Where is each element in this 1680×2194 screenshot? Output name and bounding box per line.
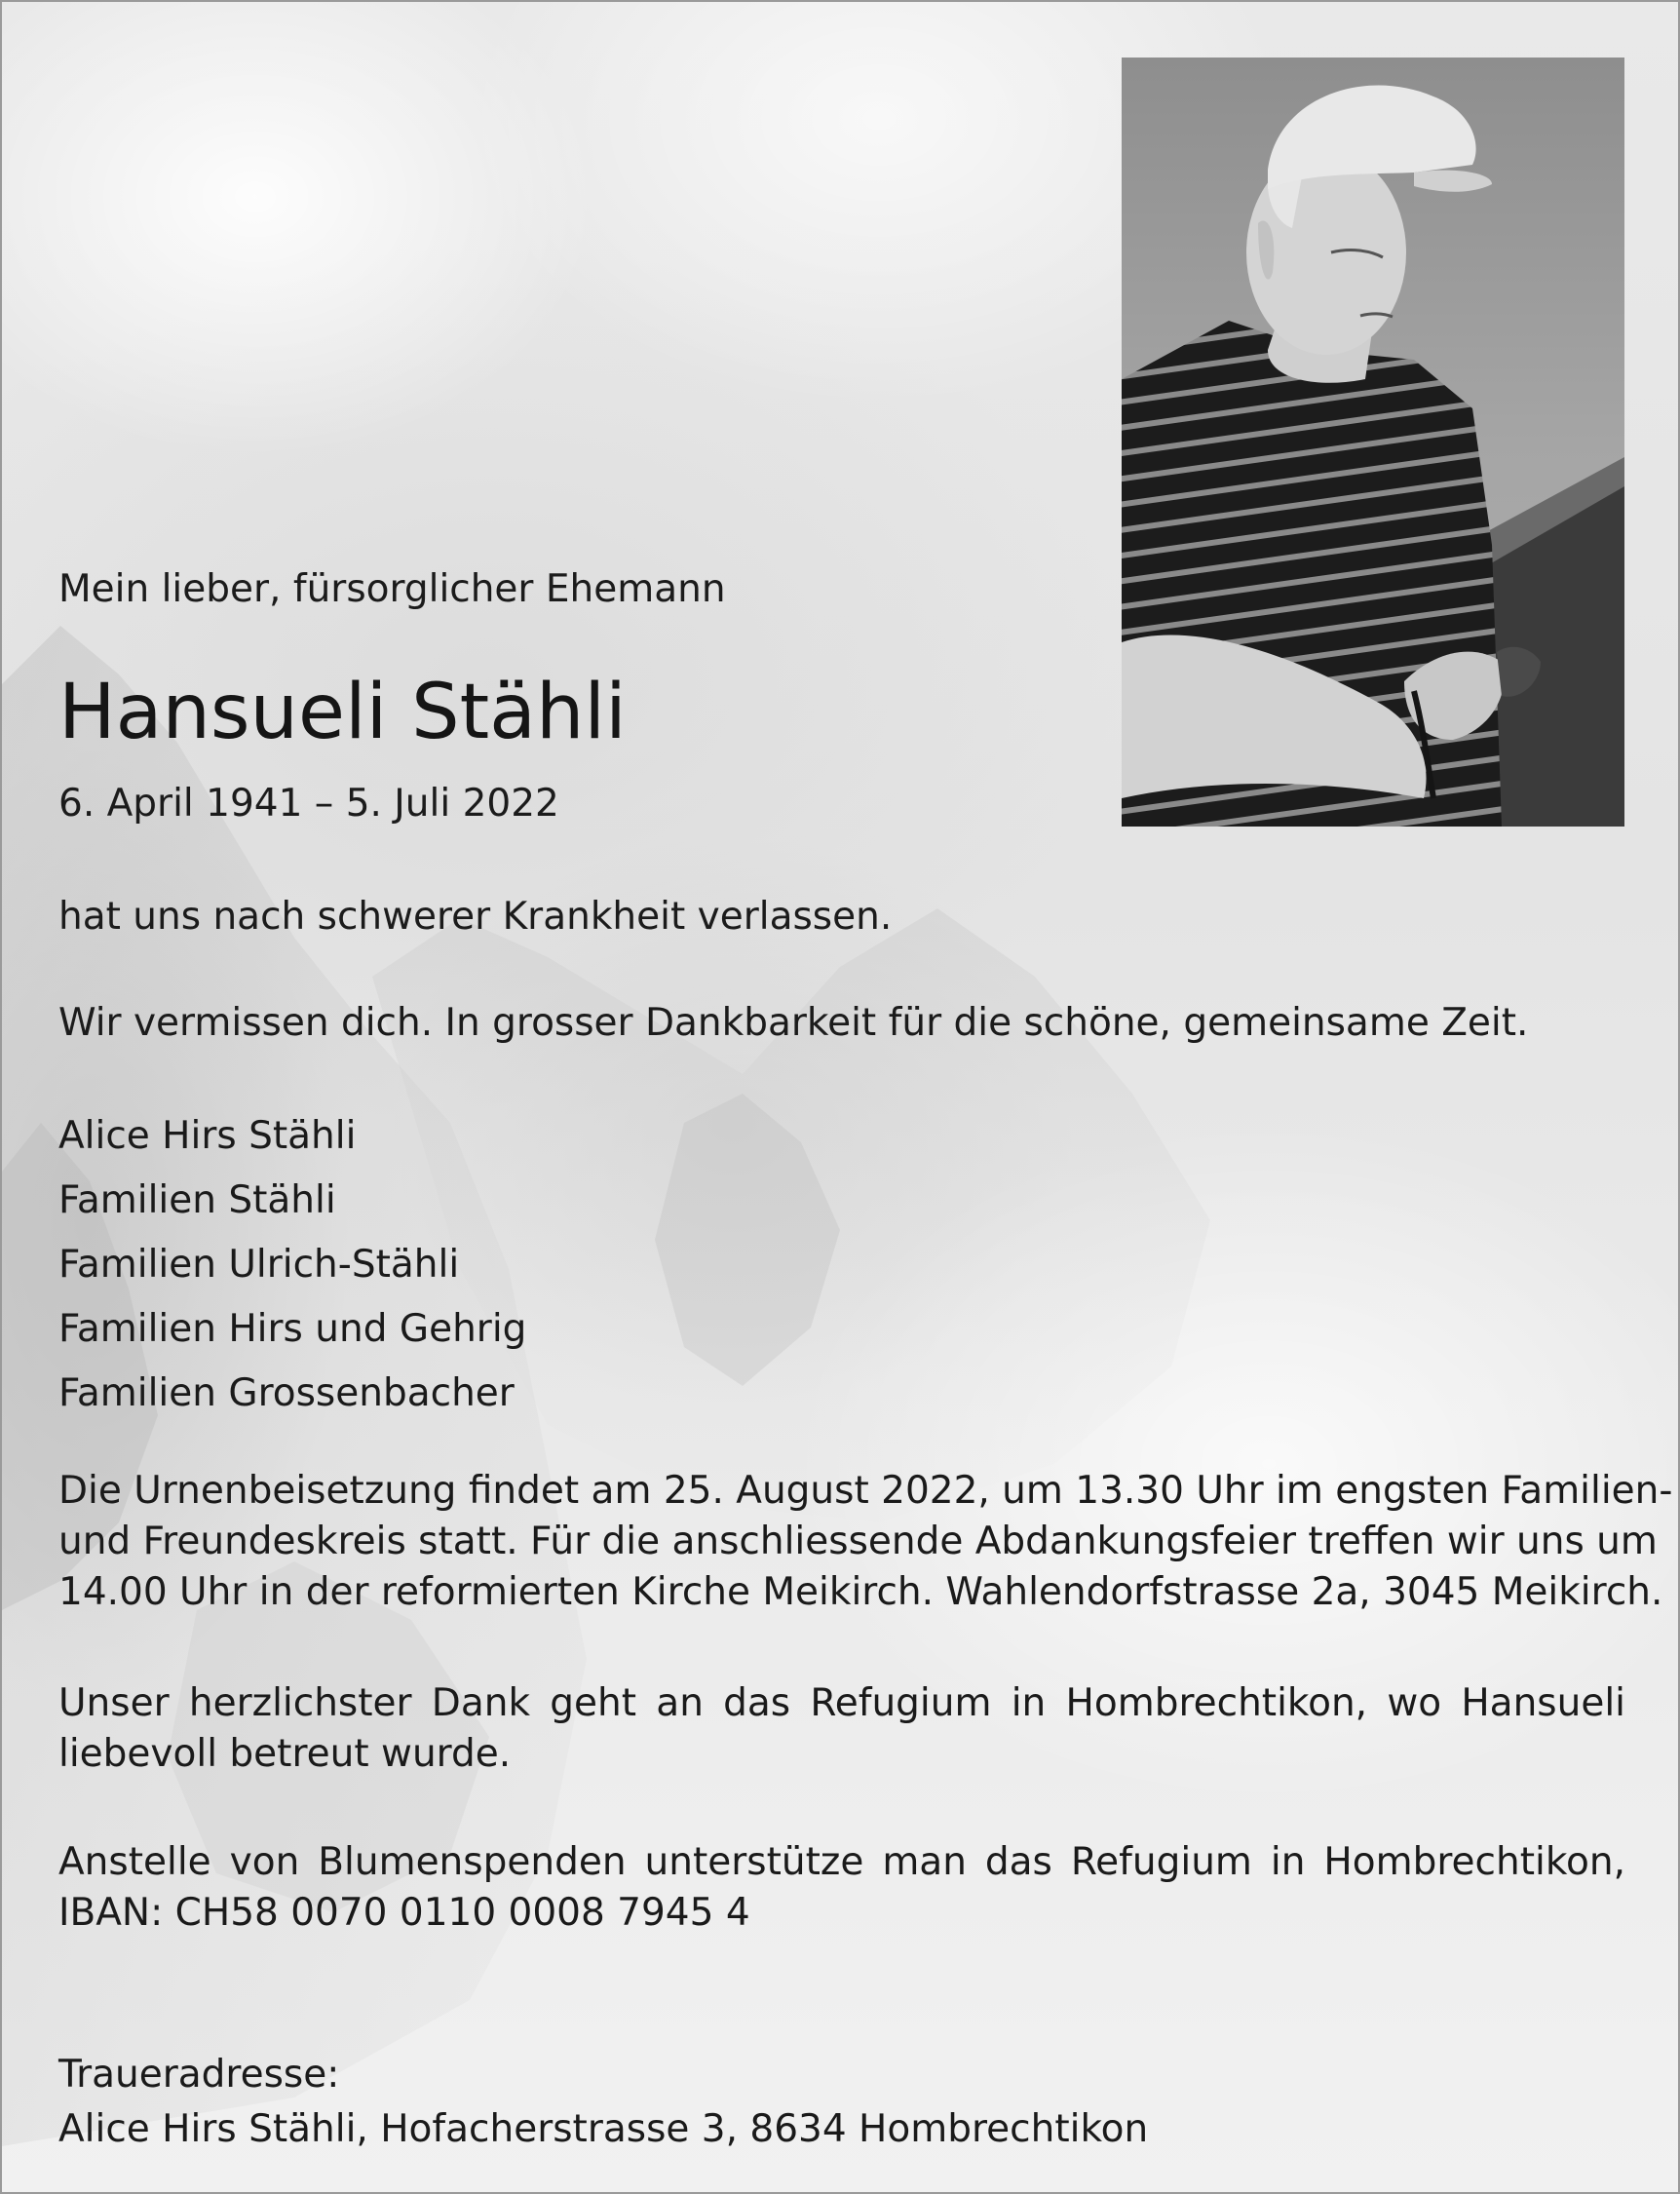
deceased-name: Hansueli Stähli [58, 669, 627, 756]
donation-paragraph [58, 1837, 1625, 1939]
ceremony-line: Die Urnenbeisetzung findet am 25. August 2022, um 13.30 Uhr im engsten Familien- [58, 1469, 1673, 1513]
miss-you-line: Wir vermissen dich. In grosser Dankbarkeit für die schöne, gemeinsame Zeit. [58, 1001, 1529, 1045]
iban-line: IBAN: CH58 0070 0110 0008 7945 4 [58, 1891, 750, 1935]
address-value: Alice Hirs Stähli, Hofacherstrasse 3, 8634 Hombrechtikon [58, 2107, 1149, 2151]
intro-line: Mein lieber, fürsorglicher Ehemann [58, 567, 726, 611]
mourner-item: Familien Grossenbacher [58, 1371, 515, 1415]
life-dates: 6. April 1941 – 5. Juli 2022 [58, 782, 559, 826]
address-label: Traueradresse: [58, 2053, 340, 2097]
mourner-item: Familien Stähli [58, 1178, 336, 1222]
ceremony-line: 14.00 Uhr in der reformierten Kirche Meikirch. Wahlendorfstrasse 2a, 3045 Meikirch. [58, 1570, 1663, 1614]
thanks-line: Unser herzlichster Dank geht an das Refugium in Hombrechtikon, wo Hansueli [58, 1681, 1625, 1725]
mourning-address [58, 2048, 1148, 2157]
mourner-item: Alice Hirs Stähli [58, 1114, 357, 1158]
mourner-item: Familien Hirs und Gehrig [58, 1307, 527, 1351]
ceremony-paragraph [58, 1466, 1673, 1618]
thanks-line: liebevoll betreut wurde. [58, 1732, 512, 1776]
donation-line: Anstelle von Blumenspenden unterstütze man das Refugium in Hombrechtikon, [58, 1840, 1625, 1884]
mourners-list [58, 1104, 526, 1426]
passed-away-line: hat uns nach schwerer Krankheit verlassen. [58, 895, 893, 939]
ceremony-line: und Freundeskreis statt. Für die anschliessende Abdankungsfeier treffen wir uns um [58, 1520, 1658, 1563]
thanks-paragraph [58, 1678, 1625, 1780]
mourner-item: Familien Ulrich-Stähli [58, 1243, 460, 1287]
